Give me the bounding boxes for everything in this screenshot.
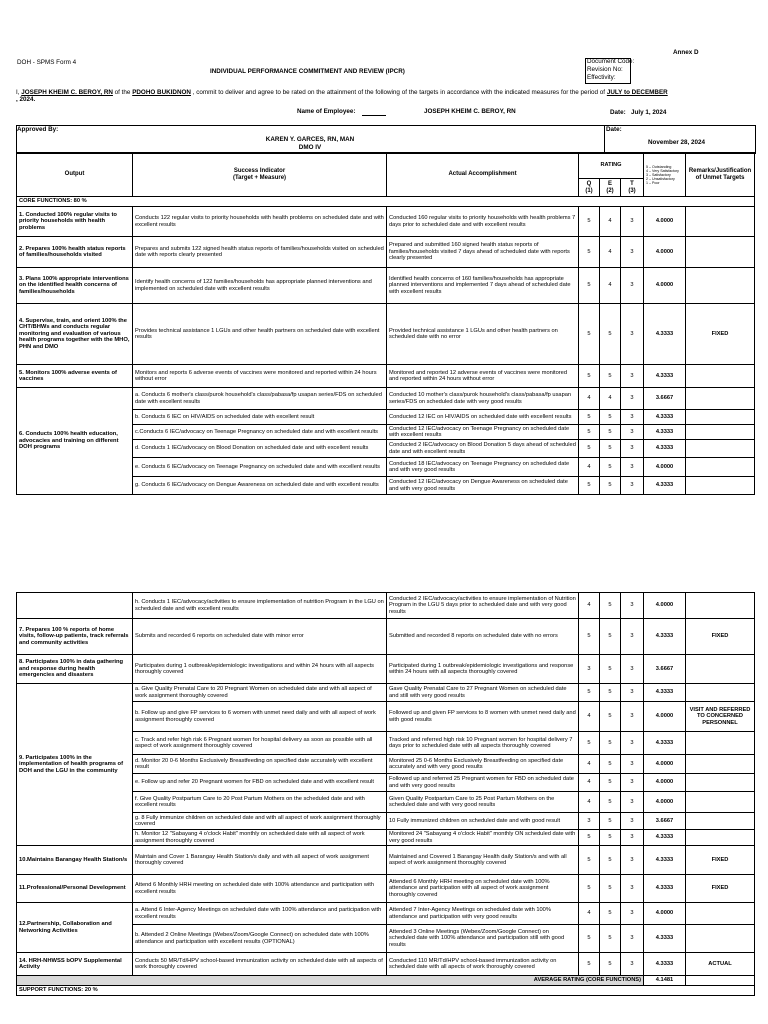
table-row — [17, 207, 755, 237]
success-indicator-cell: d. Conducts 1 IEC/advocacy on Blood Donation on scheduled date and with excellent results — [133, 440, 387, 458]
output-cell: 7. Prepares 100 % reports of home visits, follow-up patients, track referrals and community activities — [17, 619, 133, 655]
core-functions-label: CORE FUNCTIONS: 80 % — [17, 197, 755, 207]
rating-e-cell: 4 — [600, 268, 621, 304]
remarks-cell — [686, 388, 755, 410]
office-name: PDOHO BUKIDNON — [132, 89, 191, 96]
rating-average-cell: 4.3333 — [644, 477, 686, 495]
rating-average-cell: 4.0000 — [644, 458, 686, 477]
rating-t-cell: 3 — [621, 846, 644, 875]
success-indicator-cell: Participates during 1 outbreak/epidemiologic investigations and within 24 hours with all aspects thoroughly covered — [133, 655, 387, 684]
success-indicator-cell: Maintain and Cover 1 Barangay Health Station/s daily and with all aspect of work assignment thoroughly covered — [133, 846, 387, 875]
rating-average-cell: 4.0000 — [644, 702, 686, 732]
accomplishment-cell: Given Quality Postpartum Care to 25 Post Partum Mothers on the scheduled date and with very good results — [387, 792, 579, 813]
employee-name: JOSEPH KHEIM C. BEROY, RN — [424, 108, 516, 115]
remarks-cell: VISIT AND REFERRED TO CONCERNED PERSONNEL — [686, 702, 755, 732]
success-indicator-cell: Conducts 122 regular visits to priority households with health problems on scheduled date and with excellent results — [133, 207, 387, 237]
output-cell: 12.Partnership, Collaboration and Networking Activities — [17, 903, 133, 953]
rating-q-cell: 5 — [579, 477, 600, 495]
rating-average-cell: 3.6667 — [644, 813, 686, 830]
rating-t-cell: 3 — [621, 410, 644, 425]
rating-q-cell: 4 — [579, 792, 600, 813]
rating-average-cell: 4.0000 — [644, 774, 686, 792]
table-row — [17, 365, 755, 388]
rating-q-cell: 5 — [579, 846, 600, 875]
rating-average-cell: 4.3333 — [644, 440, 686, 458]
remarks-cell — [686, 458, 755, 477]
output-cell: 14. HRH-NHWSS bOPV Supplemental Activity — [17, 953, 133, 976]
success-indicator-cell: f. Give Quality Postpartum Care to 20 Post Partum Mothers on the scheduled date and with excellent results — [133, 792, 387, 813]
rating-q-cell: 5 — [579, 207, 600, 237]
remarks-cell — [686, 268, 755, 304]
effectivity-label: Effectivity: — [587, 74, 616, 81]
remarks-cell — [686, 477, 755, 495]
remarks-cell: FIXED — [686, 846, 755, 875]
rating-t-cell: 3 — [621, 237, 644, 268]
rating-t-cell: 3 — [621, 953, 644, 976]
col-t-header: T (3) — [621, 179, 644, 197]
rating-q-cell: 5 — [579, 304, 600, 365]
col-rating-header: RATING — [579, 153, 644, 179]
output-cell — [17, 593, 133, 619]
success-indicator-cell: e. Conducts 6 IEC/advocacy on Teenage Pregnancy on scheduled date and with excellent results — [133, 458, 387, 477]
output-cell: 1. Conducted 100% regular visits to priority households with health problems — [17, 207, 133, 237]
remarks-cell — [686, 365, 755, 388]
accomplishment-cell: Conducted 2 IEC/advocacy on Blood Donation 5 days ahead of scheduled date and with excellent results — [387, 440, 579, 458]
remarks-cell — [686, 207, 755, 237]
rating-average-cell: 4.3333 — [644, 875, 686, 903]
remarks-cell — [686, 684, 755, 702]
accomplishment-cell: Conducted 110 MR/Td/HPV school-based immunization activity on scheduled date with all apects of work thoroughly covered — [387, 953, 579, 976]
accomplishment-cell: Monitored 25 0-6 Months Exclusively Breastfeeding on specified date accurately and with very good results — [387, 755, 579, 774]
average-rating-label: AVERAGE RATING (CORE FUNCTIONS) — [17, 976, 644, 986]
rating-e-cell: 5 — [600, 684, 621, 702]
approved-by-label: Approved By: — [17, 126, 59, 133]
accomplishment-cell: Identified health concerns of 160 families/households has appropriate planned interventions and implemented 7 days ahead of scheduled date with excellent results — [387, 268, 579, 304]
table-row — [17, 684, 755, 702]
rating-t-cell: 3 — [621, 875, 644, 903]
support-functions-label: SUPPORT FUNCTIONS: 20 % — [17, 986, 755, 996]
remarks-cell — [686, 237, 755, 268]
rating-q-cell: 5 — [579, 830, 600, 846]
rating-e-cell: 5 — [600, 813, 621, 830]
accomplishment-cell: Conducted 10 mother's class/purok household's class/pabasa/fp usapan series/FDS on scheduled date with very good results — [387, 388, 579, 410]
success-indicator-cell: Submits and recorded 6 reports on scheduled date with minor error — [133, 619, 387, 655]
output-cell: 3. Plans 100% appropriate interventions on the identified health concerns of families/households — [17, 268, 133, 304]
accomplishment-cell: Maintained and Covered 1 Barangay Health daily Station/s and with all aspect of work assignment thoroughly covered — [387, 846, 579, 875]
accomplishment-cell: Gave Quality Prenatal Care to 27 Pregnant Women on scheduled date and still with very good results — [387, 684, 579, 702]
output-cell: 5. Monitors 100% adverse events of vaccines — [17, 365, 133, 388]
accomplishment-cell: Conducted 160 regular visits to priority households with health problems 7 days prior to scheduled date and with excellent results — [387, 207, 579, 237]
table-row — [17, 304, 755, 365]
rating-q-cell: 5 — [579, 425, 600, 440]
col-e-header: E (2) — [600, 179, 621, 197]
employee-name-label: Name of Employee: — [297, 108, 356, 115]
rating-e-cell: 5 — [600, 410, 621, 425]
rating-e-cell: 5 — [600, 732, 621, 755]
date-value: July 1, 2024 — [631, 109, 667, 116]
accomplishment-cell: Prepared and submitted 160 signed health status reports of families/households visited 7 days ahead of scheduled date with reports clearly presented — [387, 237, 579, 268]
success-indicator-cell: Conducts 50 MR/Td/HPV school-based immunization activity on scheduled date with all aspects of work thoroughly covered — [133, 953, 387, 976]
support-functions-row — [17, 986, 755, 996]
rating-q-cell: 5 — [579, 268, 600, 304]
rating-e-cell: 4 — [600, 207, 621, 237]
average-rating-row — [17, 976, 755, 986]
approval-date-label: Date: — [606, 126, 622, 133]
rating-average-cell: 4.0000 — [644, 593, 686, 619]
col-accomplishment-header: Actual Accomplishment — [387, 153, 579, 197]
success-indicator-cell: a. Give Quality Prenatal Care to 20 Pregnant Women on scheduled date and with all aspect of work assignment thoroughly covered — [133, 684, 387, 702]
success-indicator-cell: Attend 6 Monthly HRH meeting on scheduled date with 100% attendance and participation with excellent results — [133, 875, 387, 903]
remarks-cell: FIXED — [686, 619, 755, 655]
table-row — [17, 875, 755, 903]
remarks-cell — [686, 813, 755, 830]
success-indicator-cell: e. Follow up and refer 20 Pregnant women for FBD on scheduled date and with excellent result — [133, 774, 387, 792]
rating-average-cell: 4.0000 — [644, 755, 686, 774]
success-indicator-cell: b. Conducts 6 IEC on HIV/AIDS on scheduled date with excellent result — [133, 410, 387, 425]
output-cell: 4. Supervise, train, and orient 100% the CHT/BHWs and conducts regular monitoring and evaluation of various health programs together with the MHO, PHN and DMO — [17, 304, 133, 365]
approver-name: KAREN Y. GARCES, RN, MAN — [265, 136, 355, 143]
table-row — [17, 903, 755, 925]
accomplishment-cell: Monitored 24 "Sabayang 4 o'clock Habit" monthly ON scheduled date with very good results — [387, 830, 579, 846]
remarks-cell: FIXED — [686, 875, 755, 903]
output-cell: 2. Prepares 100% health status reports of families/households visited — [17, 237, 133, 268]
remarks-cell — [686, 425, 755, 440]
rating-q-cell: 5 — [579, 440, 600, 458]
col-q-header: Q (1) — [579, 179, 600, 197]
rating-average-cell: 4.0000 — [644, 792, 686, 813]
rating-t-cell: 3 — [621, 903, 644, 925]
accomplishment-cell: Monitored and reported 12 adverse events of vaccines were monitored and reported within 24 hours without error — [387, 365, 579, 388]
rating-t-cell: 3 — [621, 655, 644, 684]
rating-t-cell: 3 — [621, 925, 644, 953]
rating-t-cell: 3 — [621, 425, 644, 440]
approver-title: DMO IV — [298, 144, 322, 151]
rating-average-cell: 4.3333 — [644, 365, 686, 388]
rating-q-cell: 4 — [579, 593, 600, 619]
rating-average-cell: 4.0000 — [644, 207, 686, 237]
rating-t-cell: 3 — [621, 702, 644, 732]
rating-t-cell: 3 — [621, 304, 644, 365]
success-indicator-cell: b. Follow up and give FP services to 6 women with unmet need daily and with all aspect of work assignment thoroughly covered — [133, 702, 387, 732]
accomplishment-cell: Tracked and referred high risk 10 Pregnant women for hospital delivery 7 days prior to scheduled date with all aspects thoroughly covered — [387, 732, 579, 755]
rating-t-cell: 3 — [621, 458, 644, 477]
date-label: Date: — [610, 109, 626, 116]
accomplishment-cell: Conducted 2 IEC/advocacy/activities to ensure implementation of Nutrition Program in the LGU 5 days prior to scheduled date and with very good results — [387, 593, 579, 619]
commit-employee-name: JOSEPH KHEIM C. BEROY, RN — [21, 89, 113, 96]
rating-t-cell: 3 — [621, 732, 644, 755]
table-row — [17, 655, 755, 684]
accomplishment-cell: Conducted 12 IEC/advocacy on Dengue Awareness on scheduled date and with very good results — [387, 477, 579, 495]
rating-e-cell: 5 — [600, 875, 621, 903]
remarks-cell: FIXED — [686, 304, 755, 365]
rating-t-cell: 3 — [621, 755, 644, 774]
output-cell: 9. Participates 100% in the implementation of health programs of DOH and the LGU in the community — [17, 684, 133, 846]
output-cell: 8. Participates 100% in data gathering and response during health emergencies and disasters — [17, 655, 133, 684]
rating-t-cell: 3 — [621, 792, 644, 813]
accomplishment-cell: 10 Fully immunized children on scheduled date and with good result — [387, 813, 579, 830]
rating-average-cell: 4.3333 — [644, 846, 686, 875]
rating-e-cell: 4 — [600, 237, 621, 268]
remarks-cell — [686, 732, 755, 755]
success-indicator-cell: h. Monitor 12 "Sabayang 4 o'clock Habit" monthly on scheduled date with all aspect of work assignment thoroughly covered — [133, 830, 387, 846]
rating-q-cell: 4 — [579, 774, 600, 792]
rating-e-cell: 5 — [600, 304, 621, 365]
accomplishment-cell: Submitted and recorded 8 reports on scheduled date with no errors — [387, 619, 579, 655]
approval-date-value: November 28, 2024 — [648, 139, 706, 146]
accomplishment-cell: Conducted 12 IEC/advocacy on Teenage Pregnancy on scheduled date with excellent results — [387, 425, 579, 440]
output-cell: 11.Professional/Personal Development — [17, 875, 133, 903]
rating-t-cell: 3 — [621, 619, 644, 655]
rating-q-cell: 5 — [579, 619, 600, 655]
remarks-cell — [686, 440, 755, 458]
rating-e-cell: 5 — [600, 925, 621, 953]
table-row — [17, 619, 755, 655]
rating-e-cell: 5 — [600, 792, 621, 813]
rating-average-cell: 4.3333 — [644, 619, 686, 655]
document-code-label: Document Code: — [587, 58, 635, 65]
success-indicator-cell: Prepares and submits 122 signed health status reports of families/households visited on scheduled date with reports clearly presented — [133, 237, 387, 268]
success-indicator-cell: Provides technical assistance 1 LGUs and other health partners on scheduled date with excellent results — [133, 304, 387, 365]
rating-e-cell: 5 — [600, 458, 621, 477]
rating-e-cell: 5 — [600, 593, 621, 619]
table-row — [17, 237, 755, 268]
rating-t-cell: 3 — [621, 774, 644, 792]
remarks-cell — [686, 830, 755, 846]
rating-e-cell: 5 — [600, 903, 621, 925]
remarks-cell — [686, 792, 755, 813]
accomplishment-cell: Participated during 1 outbreak/epidemiologic investigations and response within 24 hours with all aspects thoroughly covered — [387, 655, 579, 684]
rating-average-cell: 4.3333 — [644, 732, 686, 755]
remarks-cell — [686, 925, 755, 953]
rating-q-cell: 4 — [579, 388, 600, 410]
accomplishment-cell: Followed up and given FP services to 8 women with unmet need daily and with good results — [387, 702, 579, 732]
rating-average-cell: 4.3333 — [644, 830, 686, 846]
ipcr-table-page2 — [16, 592, 755, 996]
rating-average-cell: 4.0000 — [644, 903, 686, 925]
accomplishment-cell: Followed up and referred 25 Pregnant women for FBD on scheduled date and with very good results — [387, 774, 579, 792]
rating-q-cell: 4 — [579, 458, 600, 477]
remarks-cell — [686, 755, 755, 774]
rating-e-cell: 5 — [600, 953, 621, 976]
rating-q-cell: 4 — [579, 702, 600, 732]
rating-e-cell: 5 — [600, 440, 621, 458]
rating-q-cell: 5 — [579, 365, 600, 388]
rating-average-cell: 4.3333 — [644, 953, 686, 976]
rating-average-cell: 4.3333 — [644, 304, 686, 365]
rating-t-cell: 3 — [621, 684, 644, 702]
ipcr-table-page1 — [16, 152, 755, 495]
rating-average-cell: 3.6667 — [644, 655, 686, 684]
accomplishment-cell: Attended 7 Inter-Agency Meetings on scheduled date with 100% attendance and participation with very good results — [387, 903, 579, 925]
table-row — [17, 388, 755, 410]
form-number: DOH - SPMS Form 4 — [17, 59, 77, 66]
accomplishment-cell: Attended 6 Monthly HRH meeting on scheduled date with 100% attendance and participation with all aspect of work assignment thoroughly covered — [387, 875, 579, 903]
success-indicator-cell: a. Conducts 6 mother's class/purok household's class/pabasa/fp usapan series/FDS on scheduled date with excellent results — [133, 388, 387, 410]
rating-e-cell: 5 — [600, 830, 621, 846]
rating-q-cell: 3 — [579, 655, 600, 684]
rating-q-cell: 4 — [579, 903, 600, 925]
annex-label: Annex D — [673, 49, 699, 56]
rating-e-cell: 4 — [600, 388, 621, 410]
rating-e-cell: 5 — [600, 619, 621, 655]
commitment-statement: I, JOSEPH KHEIM C. BEROY, RN of the PDOHO BUKIDNON , commit to deliver and agree to be rated on the attainment of the following of the targets in accordance with the indicated measures for the period of JULY to DECEMBER , 2024. — [16, 89, 668, 104]
accomplishment-cell: Provided technical assistance 1 LGUs and other health partners on scheduled date with no error — [387, 304, 579, 365]
table-row — [17, 953, 755, 976]
col-indicator-header: Success Indicator (Target + Measure) — [133, 153, 387, 197]
rating-t-cell: 3 — [621, 440, 644, 458]
success-indicator-cell: a. Attend 6 Inter-Agency Meetings on scheduled date with 100% attendance and participation with excellent results — [133, 903, 387, 925]
remarks-cell — [686, 903, 755, 925]
rating-average-cell: 4.3333 — [644, 425, 686, 440]
rating-q-cell: 5 — [579, 875, 600, 903]
average-rating-blank — [686, 976, 755, 986]
col-remarks-header: Remarks/Justification of Unmet Targets — [686, 153, 755, 197]
average-rating-value: 4.1481 — [644, 976, 686, 986]
rating-t-cell: 3 — [621, 268, 644, 304]
period: JULY to DECEMBER — [606, 89, 668, 96]
rating-legend: 5 – Outstanding 4 – Very Satisfactory 3 – Satisfactory 2 – Unsatisfactory 1 – Poor — [644, 153, 686, 197]
col-output-header: Output — [17, 153, 133, 197]
rating-e-cell: 5 — [600, 702, 621, 732]
rating-average-cell: 3.6667 — [644, 388, 686, 410]
success-indicator-cell: g. 8 Fully immunize children on scheduled date and with all aspect of work assignment thoroughly covered — [133, 813, 387, 830]
remarks-cell — [686, 593, 755, 619]
rating-e-cell: 5 — [600, 425, 621, 440]
success-indicator-cell: Monitors and reports 6 adverse events of vaccines were monitored and reported within 24 hours without error — [133, 365, 387, 388]
rating-e-cell: 5 — [600, 477, 621, 495]
rating-average-cell: 4.3333 — [644, 410, 686, 425]
output-cell: 10.Maintains Barangay Health Station/s — [17, 846, 133, 875]
success-indicator-cell: c. Track and refer high risk 6 Pregnant women for hospital delivery as soon as possible with all aspect of work assignment thoroughly covered — [133, 732, 387, 755]
revision-label: Revision No: — [587, 66, 623, 73]
rating-q-cell: 4 — [579, 755, 600, 774]
table-row — [17, 268, 755, 304]
rating-t-cell: 3 — [621, 477, 644, 495]
accomplishment-cell: Attended 3 Online Meetings (Webex/Zoom/Google Connect) on scheduled date with 100% attendance and participation still with good results — [387, 925, 579, 953]
table-row — [17, 593, 755, 619]
remarks-cell — [686, 655, 755, 684]
accomplishment-cell: Conducted 12 IEC on HIV/AIDS on scheduled date with excellent results — [387, 410, 579, 425]
rating-average-cell: 4.3333 — [644, 925, 686, 953]
rating-q-cell: 5 — [579, 684, 600, 702]
remarks-cell: ACTUAL — [686, 953, 755, 976]
approval-divider — [604, 125, 605, 152]
rating-t-cell: 3 — [621, 388, 644, 410]
success-indicator-cell: d. Monitor 20 0-6 Months Exclusively Breastfeeding on specified date accurately with excellent result — [133, 755, 387, 774]
remarks-cell — [686, 410, 755, 425]
name-blank-line — [362, 115, 386, 116]
rating-e-cell: 5 — [600, 755, 621, 774]
rating-t-cell: 3 — [621, 207, 644, 237]
remarks-cell — [686, 774, 755, 792]
success-indicator-cell: g. Conducts 6 IEC/advocacy on Dengue Awareness on scheduled date and with excellent results — [133, 477, 387, 495]
rating-q-cell: 5 — [579, 410, 600, 425]
rating-e-cell: 5 — [600, 655, 621, 684]
rating-q-cell: 5 — [579, 953, 600, 976]
rating-average-cell: 4.0000 — [644, 268, 686, 304]
rating-t-cell: 3 — [621, 365, 644, 388]
rating-average-cell: 4.0000 — [644, 237, 686, 268]
rating-t-cell: 3 — [621, 830, 644, 846]
rating-t-cell: 3 — [621, 813, 644, 830]
success-indicator-cell: c.Conducts 6 IEC/advocacy on Teenage Pregnancy on scheduled date and with excellent results — [133, 425, 387, 440]
rating-e-cell: 5 — [600, 846, 621, 875]
rating-t-cell: 3 — [621, 593, 644, 619]
table-row — [17, 846, 755, 875]
rating-e-cell: 5 — [600, 365, 621, 388]
success-indicator-cell: b. Attended 2 Online Meetings (Webex/Zoom/Google Connect) on scheduled date with 100% attendance and participation with excellent results (OPTIONAL) — [133, 925, 387, 953]
accomplishment-cell: Conducted 18 IEC/advocacy on Teenage Pregnancy on scheduled date and with very good results — [387, 458, 579, 477]
document-title: INDIVIDUAL PERFORMANCE COMMITMENT AND REVIEW (IPCR) — [210, 68, 405, 75]
rating-average-cell: 4.3333 — [644, 684, 686, 702]
success-indicator-cell: h. Conducts 1 IEC/advocacy/activities to ensure implementation of nutrition Program in the LGU on scheduled date and with excellent results — [133, 593, 387, 619]
rating-q-cell: 3 — [579, 813, 600, 830]
rating-q-cell: 5 — [579, 237, 600, 268]
output-cell: 6. Conducts 100% health education, advocacies and training on different DOH programs — [17, 388, 133, 495]
rating-q-cell: 5 — [579, 732, 600, 755]
success-indicator-cell: Identify health concerns of 122 families/households has appropriate planned interventions and implemented on scheduled date with excellent results — [133, 268, 387, 304]
rating-e-cell: 5 — [600, 774, 621, 792]
rating-q-cell: 5 — [579, 925, 600, 953]
